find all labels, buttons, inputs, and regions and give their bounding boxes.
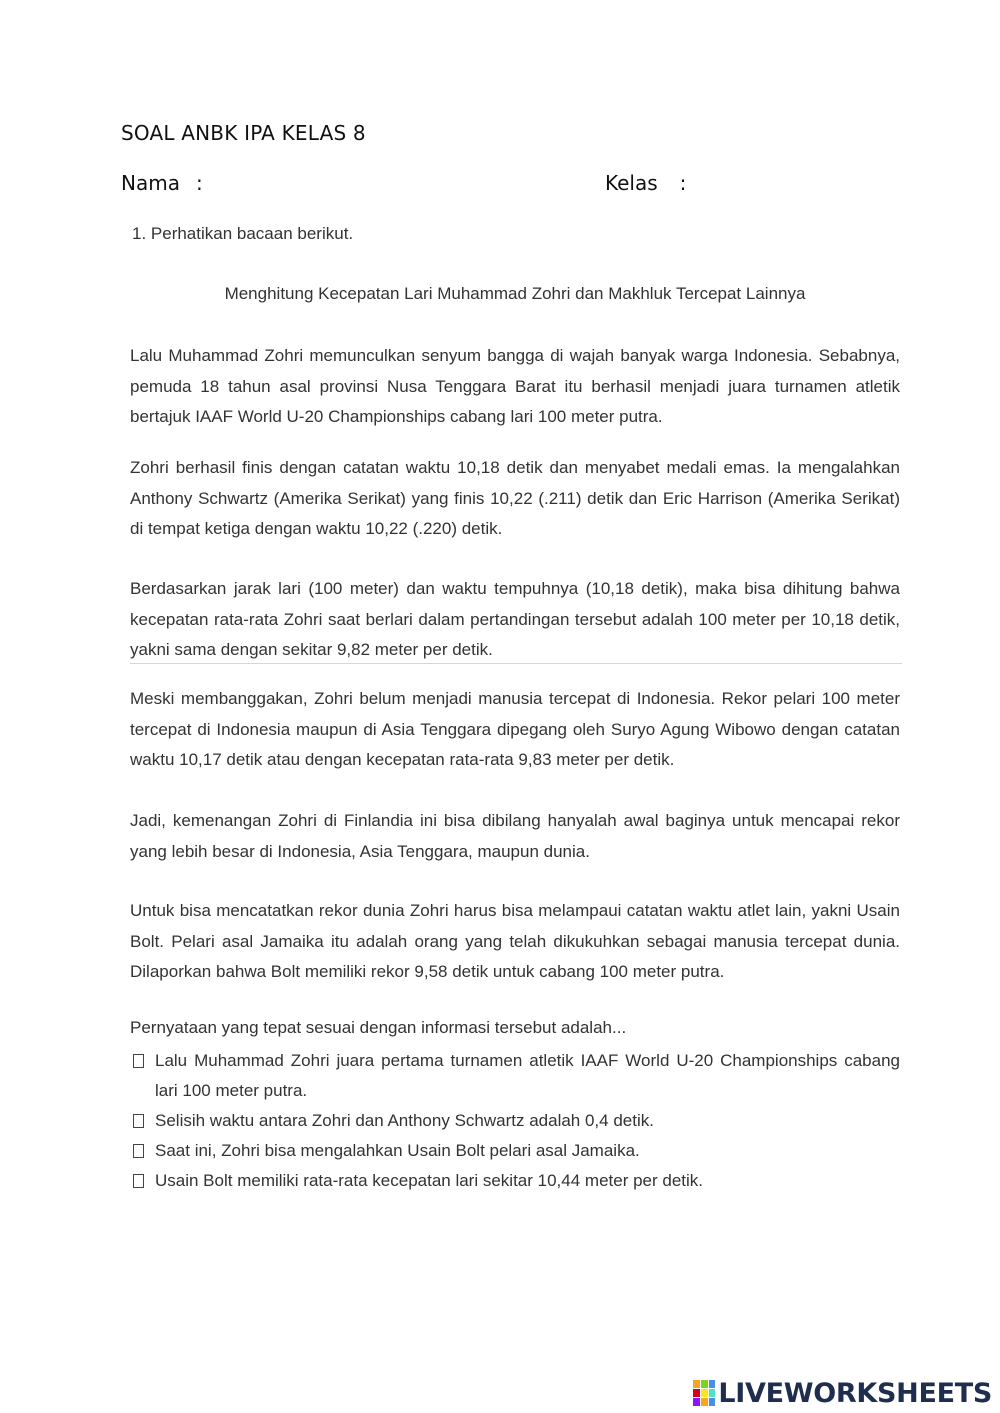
name-colon: :: [195, 171, 203, 195]
answer-option-text: Lalu Muhammad Zohri juara pertama turnamen atletik IAAF World U-20 Championships cabang lari 100 meter putra.: [155, 1051, 900, 1100]
article-title: Menghitung Kecepatan Lari Muhammad Zohri dan Makhluk Tercepat Lainnya: [224, 284, 806, 303]
logo-tile: [693, 1389, 700, 1397]
paragraph-1: Lalu Muhammad Zohri memunculkan senyum bangga di wajah banyak warga Indonesia. Sebabnya, pemuda 18 tahun asal provinsi Nusa Tenggara Barat itu berhasil menjadi juara turnamen atletik bertajuk IAAF World U-20 Championships cabang lari 100 meter putra.: [130, 346, 900, 426]
paragraph-5: Jadi, kemenangan Zohri di Finlandia ini bisa dibilang hanyalah awal baginya untuk mencapai rekor yang lebih besar di Indonesia, Asia Tenggara, maupun dunia.: [130, 811, 900, 861]
checkbox-icon[interactable]: [133, 1054, 144, 1068]
class-label: Kelas: [605, 171, 658, 195]
checkbox-icon[interactable]: [133, 1174, 144, 1188]
divider: [130, 663, 902, 664]
student-info-row: [121, 171, 761, 201]
logo-tile: [701, 1398, 708, 1406]
worksheet-title: SOAL ANBK IPA KELAS 8: [121, 121, 366, 145]
answer-options: [130, 1046, 900, 1196]
checkbox-icon[interactable]: [133, 1144, 144, 1158]
answer-option[interactable]: [130, 1046, 900, 1106]
answer-option-text: Selisih waktu antara Zohri dan Anthony Schwartz adalah 0,4 detik.: [155, 1111, 654, 1130]
logo-tile: [693, 1398, 700, 1406]
answer-option[interactable]: [130, 1166, 900, 1196]
class-field: [605, 171, 686, 195]
name-field: [121, 171, 203, 195]
paragraph-2: Zohri berhasil finis dengan catatan waktu 10,18 detik dan menyabet medali emas. Ia mengalahkan Anthony Schwartz (Amerika Serikat) yang finis 10,22 (.211) detik dan Eric Harrison (Amerika Serikat) di tempat ketiga dengan waktu 10,22 (.220) detik.: [130, 458, 900, 538]
logo-tile: [701, 1380, 708, 1388]
liveworksheets-brand: [693, 1378, 992, 1408]
logo-tile: [709, 1389, 716, 1397]
paragraph-6: Untuk bisa mencatatkan rekor dunia Zohri harus bisa melampaui catatan waktu atlet lain, yakni Usain Bolt. Pelari asal Jamaika itu adalah orang yang telah dikukuhkan sebagai manusia tercepat dunia. Dilaporkan bahwa Bolt memiliki rekor 9,58 detik untuk cabang 100 meter putra.: [130, 901, 900, 981]
answer-option[interactable]: [130, 1136, 900, 1166]
paragraph-4: Meski membanggakan, Zohri belum menjadi manusia tercepat di Indonesia. Rekor pelari 100 meter tercepat di Indonesia maupun di Asia Tenggara dipegang oleh Suryo Agung Wibowo dengan catatan waktu 10,17 detik atau dengan kecepatan rata-rata 9,83 meter per detik.: [130, 689, 900, 769]
class-colon: :: [679, 171, 687, 195]
brand-name: LIVEWORKSHEETS: [718, 1377, 992, 1409]
name-label: Nama: [121, 171, 180, 195]
logo-tile: [693, 1380, 700, 1388]
question-intro: 1. Perhatikan bacaan berikut.: [132, 224, 354, 243]
paragraph-3: Berdasarkan jarak lari (100 meter) dan waktu tempuhnya (10,18 detik), maka bisa dihitung bahwa kecepatan rata-rata Zohri saat berlari dalam pertandingan tersebut adalah 100 meter per 10,18 detik, yakni sama dengan sekitar 9,82 meter per detik.: [130, 579, 900, 659]
answer-option-text: Usain Bolt memiliki rata-rata kecepatan lari sekitar 10,44 meter per detik.: [155, 1171, 704, 1190]
logo-tile: [709, 1398, 716, 1406]
checkbox-icon[interactable]: [133, 1114, 144, 1128]
answer-option[interactable]: [130, 1106, 900, 1136]
liveworksheets-logo-icon: [693, 1380, 715, 1406]
answer-option-text: Saat ini, Zohri bisa mengalahkan Usain Bolt pelari asal Jamaika.: [155, 1141, 640, 1160]
logo-tile: [701, 1389, 708, 1397]
question-prompt: Pernyataan yang tepat sesuai dengan informasi tersebut adalah...: [130, 1018, 627, 1037]
logo-tile: [709, 1380, 716, 1388]
